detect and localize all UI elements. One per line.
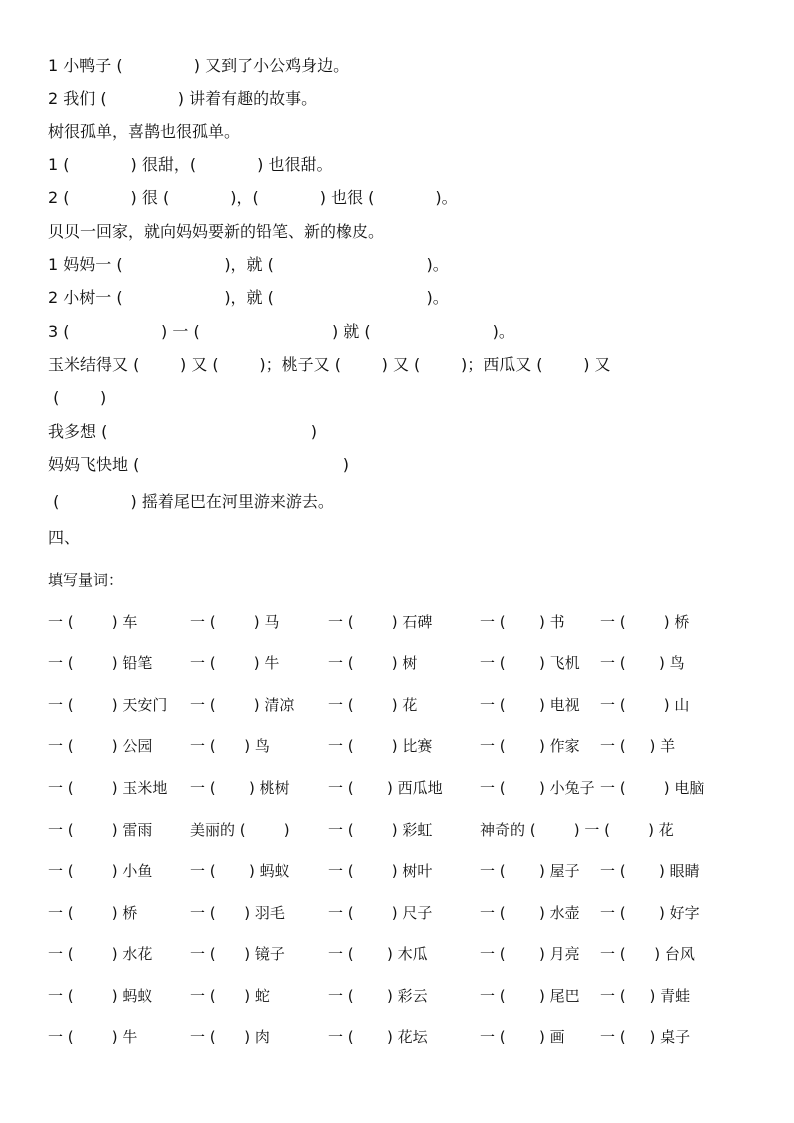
measure-word-item: 一 ( ) 西瓜地 [328, 779, 443, 797]
section-heading: 四、 [48, 528, 81, 547]
exercise-line: 贝贝一回家，就向妈妈要新的铅笔、新的橡皮。 [48, 222, 385, 241]
measure-word-item: 一 ( ) 牛 [48, 1028, 138, 1046]
measure-word-item: 一 ( ) 电脑 [600, 779, 705, 797]
measure-word-item: 一 ( ) 石碑 [328, 613, 433, 631]
measure-word-item: 一 ( ) 车 [48, 613, 138, 631]
measure-word-item: 一 ( ) 羽毛 [190, 904, 285, 922]
exercise-line: 2 小树一 ( )，就 ( )。 [48, 288, 449, 307]
measure-word-item: 一 ( ) 羊 [600, 737, 676, 755]
measure-word-item: 一 ( ) 书 [480, 613, 565, 631]
measure-word-item: 一 ( ) 花坛 [328, 1028, 428, 1046]
measure-word-item: 一 ( ) 台风 [600, 945, 695, 963]
measure-word-item: 一 ( ) 小兔子 [480, 779, 595, 797]
measure-word-item: 一 ( ) 山 [600, 696, 690, 714]
exercise-line: 1 小鸭子 ( ) 又到了小公鸡身边。 [48, 56, 350, 75]
measure-word-item: 一 ( ) 青蛙 [600, 987, 691, 1005]
measure-word-item: 一 ( ) 水壶 [480, 904, 580, 922]
measure-word-item: 一 ( ) 眼睛 [600, 862, 700, 880]
measure-word-item: 一 ( ) 桥 [48, 904, 138, 922]
measure-word-item: 一 ( ) 铅笔 [48, 654, 153, 672]
measure-word-item: 一 ( ) 桃树 [190, 779, 290, 797]
measure-word-item: 一 ( ) 桌子 [600, 1028, 691, 1046]
exercise-line: ( ) [48, 388, 107, 407]
measure-word-item: 一 ( ) 玉米地 [48, 779, 168, 797]
measure-word-item: 一 ( ) 肉 [190, 1028, 270, 1046]
measure-word-item: 一 ( ) 树叶 [328, 862, 433, 880]
measure-word-item: 一 ( ) 作家 [480, 737, 580, 755]
exercise-line: 树很孤单，喜鹊也很孤单。 [48, 122, 241, 141]
measure-word-item: 一 ( ) 彩虹 [328, 821, 433, 839]
measure-word-item: 一 ( ) 马 [190, 613, 280, 631]
measure-word-item: 一 ( ) 电视 [480, 696, 580, 714]
exercise-line: 2 我们 ( ) 讲着有趣的故事。 [48, 89, 318, 108]
measure-word-item: 一 ( ) 花 [328, 696, 418, 714]
exercise-line: ( ) 摇着尾巴在河里游来游去。 [48, 492, 334, 511]
exercise-line: 我多想 ( ) [48, 422, 318, 441]
measure-word-item: 一 ( ) 公园 [48, 737, 153, 755]
measure-word-item: 一 ( ) 鸟 [190, 737, 270, 755]
exercise-line: 3 ( ) 一 ( ) 就 ( )。 [48, 322, 515, 341]
measure-word-item: 一 ( ) 镜子 [190, 945, 285, 963]
measure-word-item: 一 ( ) 月亮 [480, 945, 580, 963]
measure-word-item: 一 ( ) 清凉 [190, 696, 295, 714]
exercise-line: 1 ( ) 很甜，( ) 也很甜。 [48, 155, 333, 174]
measure-word-item: 一 ( ) 尺子 [328, 904, 433, 922]
measure-word-item: 一 ( ) 树 [328, 654, 418, 672]
measure-word-item: 一 ( ) 小鱼 [48, 862, 153, 880]
exercise-line: 玉米结得又 ( ) 又 ( )；桃子又 ( ) 又 ( )；西瓜又 ( ) 又 [48, 355, 611, 374]
exercise-line: 妈妈飞快地 ( ) [48, 455, 350, 474]
measure-word-item: 一 ( ) 比赛 [328, 737, 433, 755]
measure-word-item: 一 ( ) 蚂蚁 [190, 862, 290, 880]
measure-word-item: 一 ( ) 木瓜 [328, 945, 428, 963]
measure-word-item: 美丽的 ( ) [190, 821, 290, 839]
measure-word-item: 一 ( ) 水花 [48, 945, 153, 963]
measure-word-item: 一 ( ) 牛 [190, 654, 280, 672]
measure-word-item: 一 ( ) 飞机 [480, 654, 580, 672]
measure-word-item: 一 ( ) 蚂蚁 [48, 987, 153, 1005]
section-instruction: 填写量词： [48, 571, 124, 589]
exercise-line: 1 妈妈一 ( )，就 ( )。 [48, 255, 449, 274]
measure-word-item: 一 ( ) 雷雨 [48, 821, 153, 839]
measure-word-item: 一 ( ) 彩云 [328, 987, 428, 1005]
measure-word-item: 一 ( ) 好字 [600, 904, 700, 922]
measure-word-item: 一 ( ) 蛇 [190, 987, 270, 1005]
measure-word-item: 一 ( ) 鸟 [600, 654, 685, 672]
exercise-line: 2 ( ) 很 ( )，( ) 也很 ( )。 [48, 188, 458, 207]
measure-word-item: 神奇的 ( ) 一 ( ) 花 [480, 821, 674, 839]
measure-word-item: 一 ( ) 尾巴 [480, 987, 580, 1005]
measure-word-item: 一 ( ) 屋子 [480, 862, 580, 880]
measure-word-item: 一 ( ) 画 [480, 1028, 565, 1046]
measure-word-item: 一 ( ) 桥 [600, 613, 690, 631]
measure-word-item: 一 ( ) 天安门 [48, 696, 168, 714]
